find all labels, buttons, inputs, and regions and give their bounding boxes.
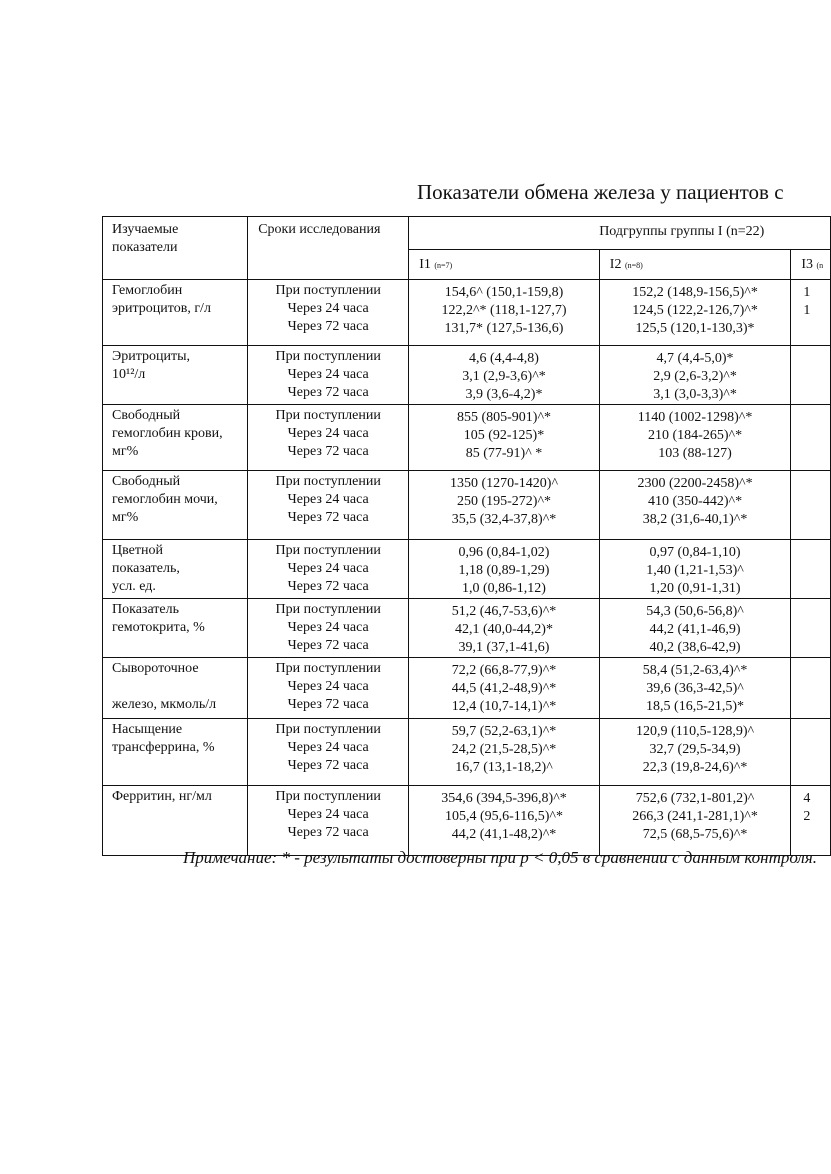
subgroup-2-cell-line: 1,20 (0,91-1,31) [649,581,741,596]
subgroup-1-cell-line: 16,7 (13,1-18,2)^ [455,760,553,775]
subgroup-3-cell [791,599,831,658]
period-cell-line: При поступлении [275,349,381,364]
subgroup-2-cell [599,599,791,658]
period-cell-line: Через 72 часа [287,825,369,840]
subgroup-2-cell-line: 40,2 (38,6-42,9) [649,640,741,655]
subgroup-2-cell-line: 38,2 (31,6-40,1)^* [642,512,748,527]
indicator-cell: Ферритин, нг/мл [103,786,248,856]
subgroup-1-cell-line: 72,2 (66,8-77,9)^* [451,663,557,678]
table-title: Показатели обмена железа у пациентов с [417,180,784,204]
period-cell-line: Через 72 часа [287,385,369,400]
period-cell-line: Через 24 часа [287,301,369,316]
subgroup-1-cell-line: 1350 (1270-1420)^ [449,476,559,491]
subgroup-3-cell [791,405,831,471]
subgroup-1-cell-line: 354,6 (394,5-396,8)^* [441,791,567,806]
subgroup-3-cell [791,540,831,599]
subgroup-2-cell-line: 410 (350-442)^* [648,494,743,509]
period-cell-line: Через 72 часа [287,510,369,525]
period-cell-line: При поступлении [275,789,381,804]
period-cell-line: Через 24 часа [287,620,369,635]
period-cell-line: При поступлении [275,474,381,489]
subgroup-1-cell-line: 24,2 (21,5-28,5)^* [451,742,557,757]
subgroup-2-cell [599,405,791,471]
subgroup-3-cell-line [803,580,830,598]
table-row [103,658,831,719]
header-indicators: Изучаемые показатели [103,217,248,280]
subgroup-1-cell [409,405,600,471]
subgroup-1-cell [409,786,600,856]
subgroup-1-cell-line: 105 (92-125)* [463,428,545,443]
subgroup-2-cell-line: 125,5 (120,1-130,3)* [635,321,755,336]
subgroup-2-cell [599,280,791,346]
subgroup-3-cell-line: 2 [803,809,811,824]
subgroup-3-cell-line [803,826,830,844]
indicator-cell: Эритроциты, 10¹²/л [103,346,248,405]
header-subgroup-1: I1 (n=7) [409,250,600,280]
subgroup-3-cell-line [803,511,830,529]
subgroup-2-cell-line: 39,6 (36,3-42,5)^ [646,681,744,696]
subgroup-1-cell-line: 131,7* (127,5-136,6) [444,321,564,336]
subgroup-1-cell [409,471,600,540]
period-cell [248,719,409,786]
table-row [103,786,831,856]
subgroup-3-cell-line [803,350,830,368]
period-cell-line: При поступлении [275,408,381,423]
indicator-cell: Показатель гемотокрита, % [103,599,248,658]
period-cell-line: Через 24 часа [287,492,369,507]
period-cell-line: Через 24 часа [287,367,369,382]
subgroup-1-cell [409,346,600,405]
subgroup-1-cell-line: 4,6 (4,4-4,8) [468,351,539,366]
subgroup-3-cell [791,346,831,405]
period-cell [248,540,409,599]
subgroup-2-cell-line: 72,5 (68,5-75,6)^* [642,827,748,842]
table-row [103,471,831,540]
period-cell-line: При поступлении [275,661,381,676]
indicator-cell: Свободный гемоглобин крови, мг% [103,405,248,471]
subgroup-3-cell-line [803,493,830,511]
subgroup-1-cell [409,280,600,346]
subgroup-1-cell-line: 122,2^* (118,1-127,7) [441,303,567,318]
subgroup-2-cell-line: 2300 (2200-2458)^* [637,476,753,491]
subgroup-1-cell [409,658,600,719]
subgroup-2-cell-line: 210 (184-265)^* [648,428,743,443]
subgroup-3-cell-line: 1 [803,285,811,300]
subgroup-3-cell [791,719,831,786]
subgroup-3-cell-line [803,639,830,657]
subgroup-3-cell-line [803,562,830,580]
period-cell-line: Через 72 часа [287,319,369,334]
subgroup-1-cell-line: 44,2 (41,1-48,2)^* [451,827,557,842]
subgroup-2-cell-line: 0,97 (0,84-1,10) [649,545,741,560]
subgroup-2-cell-line: 44,2 (41,1-46,9) [649,622,741,637]
subgroup-3-cell-line [803,698,830,716]
period-cell [248,599,409,658]
subgroup-2-cell [599,471,791,540]
indicator-cell: Цветной показатель, усл. ед. [103,540,248,599]
period-cell-line: Через 72 часа [287,579,369,594]
period-cell [248,658,409,719]
period-cell [248,471,409,540]
indicator-cell: Свободный гемоглобин мочи, мг% [103,471,248,540]
indicator-cell: Сывороточное железо, мкмоль/л [103,658,248,719]
subgroup-1-cell [409,719,600,786]
indicator-cell: Насыщение трансферрина, % [103,719,248,786]
subgroup-3-cell [791,658,831,719]
subgroup-3-cell-line [803,621,830,639]
table-note: Примечание: * - результаты достоверны при р < 0,05 в сравнении с данным контроля. [183,848,817,867]
subgroup-2-cell-line: 1,40 (1,21-1,53)^ [646,563,744,578]
subgroup-2-cell-line: 58,4 (51,2-63,4)^* [642,663,748,678]
period-cell-line: Через 24 часа [287,740,369,755]
subgroup-2-cell-line: 22,3 (19,8-24,6)^* [642,760,748,775]
table-row [103,405,831,471]
subgroup-3-cell-line [803,723,830,741]
period-cell-line: Через 24 часа [287,426,369,441]
subgroup-1-cell-line: 51,2 (46,7-53,6)^* [451,604,557,619]
subgroup-1-cell-line: 855 (805-901)^* [456,410,552,425]
subgroup-3-cell [791,471,831,540]
subgroup-2-cell-line: 752,6 (732,1-801,2)^ [635,791,755,806]
subgroup-2-cell-line: 2,9 (2,6-3,2)^* [653,369,737,384]
subgroup-2-cell-line: 266,3 (241,1-281,1)^* [632,809,758,824]
header-group: Подгруппы группы I (n=22) [409,217,831,250]
subgroup-2-cell-line: 124,5 (122,2-126,7)^* [632,303,758,318]
header-periods: Сроки исследования [248,217,409,280]
subgroup-1-cell-line: 85 (77-91)^ * [465,446,543,461]
subgroup-1-cell-line: 35,5 (32,4-37,8)^* [451,512,557,527]
subgroup-1-cell-line: 250 (195-272)^* [456,494,552,509]
subgroup-1-cell-line: 3,1 (2,9-3,6)^* [462,369,546,384]
subgroup-2-cell-line: 103 (88-127) [658,446,732,461]
subgroup-2-cell [599,719,791,786]
period-cell-line: При поступлении [275,543,381,558]
period-cell-line: При поступлении [275,722,381,737]
subgroup-3-cell-line: 1 [803,303,811,318]
subgroup-3-cell-line [803,759,830,777]
subgroup-3-cell-line [803,544,830,562]
subgroup-3-cell-line [803,409,830,427]
subgroup-1-cell-line: 154,6^ (150,1-159,8) [444,285,564,300]
period-cell-line: Через 72 часа [287,758,369,773]
subgroup-3-cell-line [803,603,830,621]
subgroup-1-cell [409,540,600,599]
subgroup-1-cell [409,599,600,658]
period-cell-line: Через 24 часа [287,561,369,576]
subgroup-3-cell-line [803,680,830,698]
header-subgroup-2: I2 (n=8) [599,250,791,280]
subgroup-3-cell-line [803,445,830,463]
subgroup-2-cell-line: 18,5 (16,5-21,5)* [646,699,745,714]
subgroup-2-cell-line: 1140 (1002-1298)^* [637,410,753,425]
table-row [103,280,831,346]
subgroup-2-cell [599,786,791,856]
period-cell [248,280,409,346]
period-cell-line: При поступлении [275,283,381,298]
subgroup-3-cell [791,280,831,346]
subgroup-2-cell-line: 152,2 (148,9-156,5)^* [632,285,758,300]
table-row [103,346,831,405]
period-cell-line: При поступлении [275,602,381,617]
indicator-cell: Гемоглобин эритроцитов, г/л [103,280,248,346]
subgroup-1-cell-line: 39,1 (37,1-41,6) [458,640,550,655]
subgroup-3-cell-line [803,320,830,338]
subgroup-1-cell-line: 105,4 (95,6-116,5)^* [444,809,563,824]
header-subgroup-3: I3 (n [791,250,831,280]
subgroup-1-cell-line: 42,1 (40,0-44,2)* [454,622,553,637]
subgroup-1-cell-line: 12,4 (10,7-14,1)^* [451,699,557,714]
period-cell-line: Через 24 часа [287,807,369,822]
subgroup-2-cell-line: 32,7 (29,5-34,9) [649,742,741,757]
period-cell [248,405,409,471]
period-cell-line: Через 72 часа [287,697,369,712]
subgroup-1-cell-line: 3,9 (3,6-4,2)* [465,387,543,402]
subgroup-2-cell-line: 3,1 (3,0-3,3)^* [653,387,737,402]
subgroup-2-cell [599,540,791,599]
subgroup-2-cell-line: 120,9 (110,5-128,9)^ [636,724,755,739]
subgroup-3-cell-line [803,386,830,404]
table-row [103,719,831,786]
table-body [103,280,831,856]
table-row [103,540,831,599]
subgroup-1-cell-line: 44,5 (41,2-48,9)^* [451,681,557,696]
subgroup-2-cell-line: 54,3 (50,6-56,8)^ [646,604,744,619]
iron-metabolism-table [102,216,831,856]
subgroup-1-cell-line: 0,96 (0,84-1,02) [458,545,550,560]
subgroup-2-cell [599,658,791,719]
subgroup-3-cell-line [803,475,830,493]
subgroup-3-cell-line [803,741,830,759]
period-cell-line: Через 72 часа [287,444,369,459]
period-cell-line: Через 24 часа [287,679,369,694]
subgroup-3-cell-line: 4 [803,791,811,806]
subgroup-1-cell-line: 59,7 (52,2-63,1)^* [451,724,557,739]
period-cell [248,346,409,405]
period-cell [248,786,409,856]
period-cell-line: Через 72 часа [287,638,369,653]
subgroup-1-cell-line: 1,0 (0,86-1,12) [461,581,546,596]
table-row [103,599,831,658]
subgroup-3-cell-line [803,368,830,386]
subgroup-3-cell-line [803,662,830,680]
subgroup-2-cell-line: 4,7 (4,4-5,0)* [656,351,734,366]
subgroup-3-cell [791,786,831,856]
subgroup-1-cell-line: 1,18 (0,89-1,29) [458,563,550,578]
subgroup-3-cell-line [803,427,830,445]
subgroup-2-cell [599,346,791,405]
